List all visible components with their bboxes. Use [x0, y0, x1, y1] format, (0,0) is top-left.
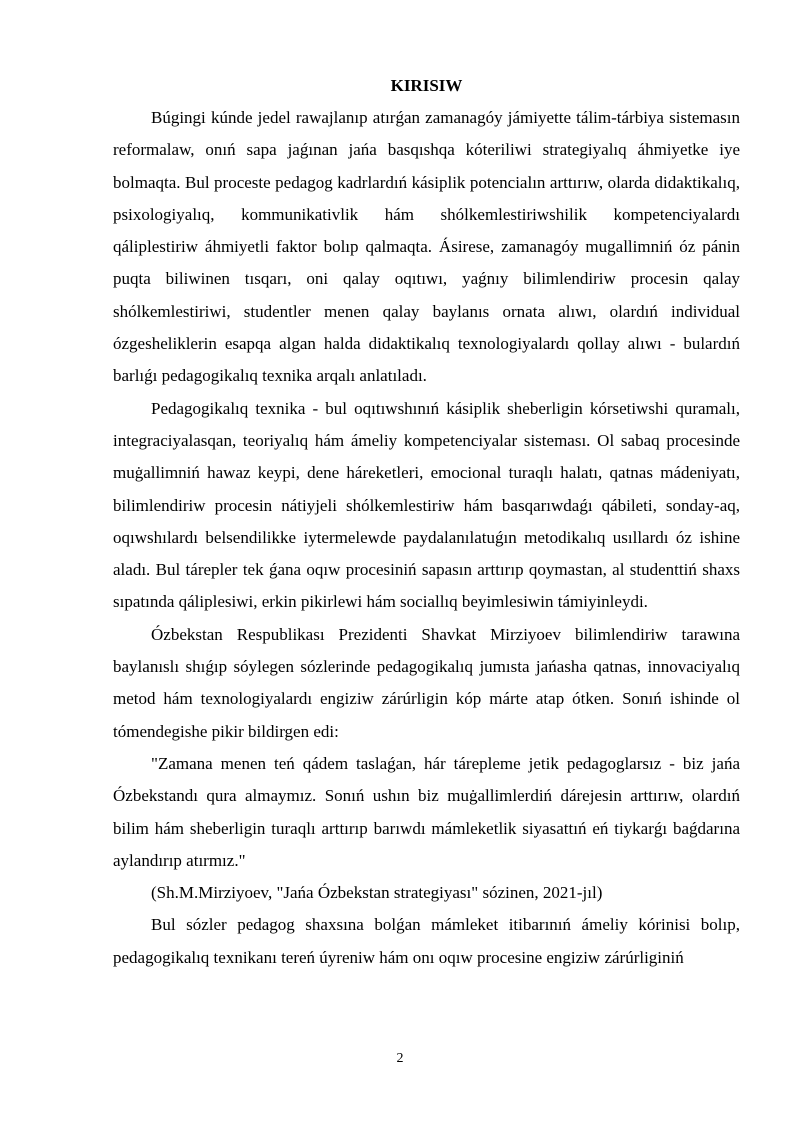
page-content: [113, 70, 740, 974]
paragraph-conclusion: Bul sózler pedagog shaxsına bolǵan mámleket itibarınıń ámeliy kórinisi bolıp, pedagogikalıq texnikanı tereń úyreniw hám onı oqıw procesine engiziw zárúrliginiń: [113, 915, 740, 967]
paragraph-president-speech-intro: Ózbekstan Respublikası Prezidenti Shavkat Mirziyoev bilimlendiriw tarawına baylanıslı shıǵıp sóylegen sózlerinde pedagogikalıq jumısta jańasha qatnas, innovaciyalıq metod hám texnologiyalardı engiziw zárúrligin kóp márte atap ótken. Sonıń ishinde ol tómendegishe pikir bildirgen edi:: [113, 624, 740, 741]
paragraph-quote: "Zamana menen teń qádem taslaǵan, hár tárepleme jetik pedagoglarsız - biz jańa Ózbekstandı qura almaymız. Sonıń ushın biz muġallimlerdiń dárejesin arttırıw, olardıń bilim hám sheberligin turaqlı arttırıp barıwdı mámleketlik siyasattıń eń tiykarǵı baǵdarına aylandırıp atırmız.": [113, 753, 740, 870]
paragraph-intro: Búgingi kúnde jedel rawajlanıp atırǵan zamanagóy jámiyette tálim-tárbiya sistemasın reformalaw, onıń sapa jaǵınan jańa basqıshqa kóteriliwi strategiyalıq áhmiyetke iye bolmaqta. Bul proceste pedagog kadrlardıń kásiplik potencialın arttırıw, olarda didaktikalıq, psixologiyalıq, kommunikativlik hám shólkemlestiriwshilik kompetenciyalardı qáliplestiriw áhmiyetli faktor bolıp qalmaqta. Ásirese, zamanagóy mugallimniń óz pánin puqta biliwinen tısqarı, oni qalay oqıtıwı, yaǵnıy bilimlendiriw procesin qalay shólkemlestiriwi, studentler menen qalay baylanıs ornata alıwı, olardıń individual ózgesheliklerin esapqa algan halda didaktikalıq texnologiyalardı qollay alıwı - bulardıń barlıǵı pedagogikalıq texnika arqalı anlatıladı.: [113, 108, 740, 386]
page-title: KIRISIW: [390, 76, 463, 95]
paragraph-quote-source: (Sh.M.Mirziyoev, "Jańa Ózbekstan strategiyası" sózinen, 2021-jıl): [151, 883, 603, 903]
paragraph-pedagogical-technique: Pedagogikalıq texnika - bul oqıtıwshınıń kásiplik sheberligin kórsetiwshi quramalı, integraciyalasqan, teoriyalıq hám ámeliy kompetenciyalar sisteması. Ol sabaq procesinde muġallimniń hawaz keypi, dene háreketleri, emocional turaqlı halatı, qatnas mádeniyatı, bilimlendiriw procesin nátiyjeli shólkemlestiriw hám basqarıwdaǵı qábileti, sonday-aq, oqıwshılardı belsendilikke iytermelewde paydalanılatuǵın metodikalıq usıllardı óz ishine aladı. Bul tárepler tek ǵana oqıw procesiniń sapasın arttırıp qoymastan, al studenttiń shaxs sıpatında qáliplesiwi, erkin pikirlewi hám sociallıq beyimlesiwin támiyinleydi.: [113, 398, 740, 612]
page-number: 2: [396, 1051, 404, 1066]
